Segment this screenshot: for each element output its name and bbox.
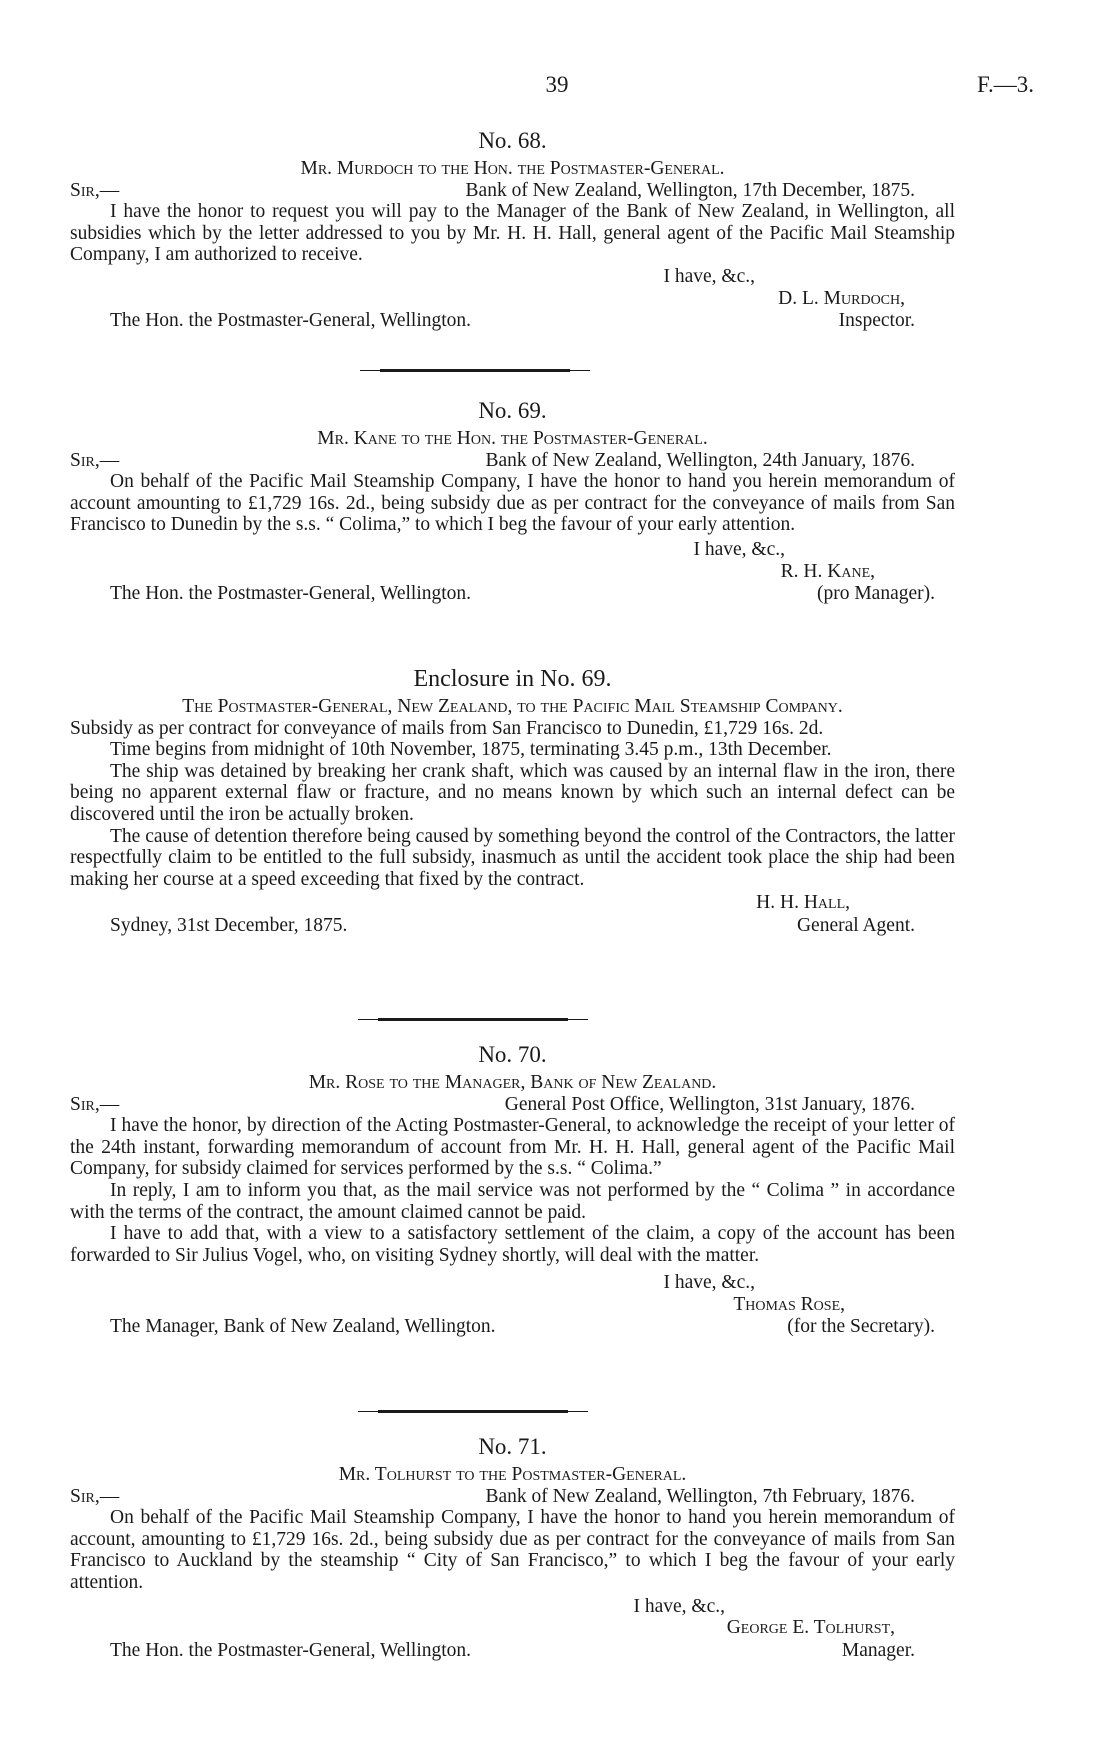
letter-69-role: (pro Manager). bbox=[816, 582, 935, 604]
letter-69-signature: R. H. Kane, bbox=[780, 560, 875, 582]
letter-68-heading: Mr. Murdoch to the Hon. the Postmaster-General. bbox=[300, 158, 725, 179]
salutation: Sir,— bbox=[70, 1485, 120, 1507]
letter-70-date: General Post Office, Wellington, 31st January, 1876. bbox=[504, 1093, 915, 1115]
letter-71-role: Manager. bbox=[841, 1639, 915, 1661]
enclosure-69-subsidy: Subsidy as per contract for conveyance of mails from San Francisco to Dunedin, £1,729 16s. 2d. bbox=[70, 717, 824, 739]
section-divider bbox=[378, 1018, 568, 1021]
letter-70-para-3: I have to add that, with a view to a satisfactory settlement of the claim, a copy of the account has been forwarded to Sir Julius Vogel, who, on visiting Sydney shortly, will deal with the matter. bbox=[70, 1223, 955, 1266]
letter-68-body: I have the honor to request you will pay to the Manager of the Bank of New Zealand, in Wellington, all subsidies which by the letter addressed to you by Mr. H. H. Hall, general agent of the Pacific Mail Steamship Company, I am authorized to receive. bbox=[70, 201, 955, 266]
salutation: Sir,— bbox=[70, 449, 120, 471]
letter-69 bbox=[70, 398, 955, 605]
page-number: 39 bbox=[545, 72, 569, 97]
letter-71-signoff bbox=[70, 1617, 955, 1661]
letter-68-title: No. 68. bbox=[478, 128, 547, 153]
letter-69-body: On behalf of the Pacific Mail Steamship Company, I have the honor to hand you herein memorandum of account amounting to £1,729 16s. 2d., being subsidy due as per contract for the conveyance of mails from San Francisco to Dunedin by the s.s. “ Colima,” to which I beg the favour of your early attention. bbox=[70, 471, 955, 536]
letter-70-para-1: I have the honor, by direction of the Acting Postmaster-General, to acknowledge the receipt of your letter of the 24th instant, forwarding memorandum of account from Mr. H. H. Hall, general agent of the Pacific Mail Company, for subsidy claimed for services performed by the s.s. “ Colima.” bbox=[70, 1115, 955, 1180]
enclosure-69-title: Enclosure in No. 69. bbox=[413, 666, 612, 692]
letter-71-signature: George E. Tolhurst, bbox=[726, 1617, 895, 1639]
letter-71-addressee: The Hon. the Postmaster-General, Wellington. bbox=[110, 1639, 472, 1661]
enclosure-69-role: General Agent. bbox=[796, 914, 915, 936]
letter-70-para-2: In reply, I am to inform you that, as the mail service was not performed by the “ Colima ” in accordance with the terms of the contract, the amount claimed cannot be paid. bbox=[70, 1179, 955, 1223]
section-divider bbox=[378, 1410, 568, 1413]
letter-69-date-row bbox=[70, 450, 955, 472]
salutation: Sir,— bbox=[70, 1093, 120, 1115]
letter-71-closing: I have, &c., bbox=[633, 1595, 725, 1617]
letter-68-date-row bbox=[70, 180, 955, 202]
letter-71 bbox=[70, 1434, 955, 1661]
salutation: Sir,— bbox=[70, 179, 120, 201]
letter-68-addressee: The Hon. the Postmaster-General, Wellington. bbox=[110, 309, 472, 331]
letter-70 bbox=[70, 1042, 955, 1338]
letter-68-signoff bbox=[70, 288, 955, 332]
letter-71-heading: Mr. Tolhurst to the Postmaster-General. bbox=[338, 1464, 687, 1485]
letter-69-signoff bbox=[70, 561, 955, 605]
enclosure-69-para-3: The cause of detention therefore being caused by something beyond the control of the Contractors, the latter respectfully claim to be entitled to the full subsidy, inasmuch as until the accident took place the ship had been making her course at a speed exceeding that fixed by the contract. bbox=[70, 825, 955, 890]
letter-70-closing: I have, &c., bbox=[663, 1272, 755, 1294]
letter-71-body: On behalf of the Pacific Mail Steamship Company, I have the honor to hand you herein memorandum of account, amounting to £1,729 16s. 2d., being subsidy due as per contract for the conveyance of mails from San Francisco to Auckland by the steamship “ City of San Francisco,” to which I beg the favour of your early attention. bbox=[70, 1507, 955, 1593]
letter-68-closing: I have, &c., bbox=[663, 265, 755, 287]
letter-70-date-row bbox=[70, 1094, 955, 1116]
letter-70-title: No. 70. bbox=[478, 1042, 547, 1067]
letter-69-heading: Mr. Kane to the Hon. the Postmaster-General. bbox=[317, 428, 708, 449]
letter-69-title: No. 69. bbox=[478, 398, 547, 423]
letter-70-addressee: The Manager, Bank of New Zealand, Wellington. bbox=[110, 1316, 496, 1338]
letter-70-role: (for the Secretary). bbox=[787, 1316, 935, 1338]
letter-70-heading: Mr. Rose to the Manager, Bank of New Zealand. bbox=[308, 1072, 717, 1093]
letter-70-signature: Thomas Rose, bbox=[733, 1293, 845, 1315]
enclosure-69-heading: The Postmaster-General, New Zealand, to the Pacific Mail Steamship Company. bbox=[182, 696, 843, 717]
letter-68-role: Inspector. bbox=[838, 309, 915, 331]
letter-69-date: Bank of New Zealand, Wellington, 24th January, 1876. bbox=[485, 449, 915, 471]
page-header bbox=[70, 72, 1044, 108]
enclosure-69-para-2: The ship was detained by breaking her crank shaft, which was caused by an internal flaw in the iron, there being no apparent external flaw or fracture, and no means known by which such an internal defect can be discovered until the iron be actually broken. bbox=[70, 760, 955, 825]
letter-68-date: Bank of New Zealand, Wellington, 17th December, 1875. bbox=[465, 179, 915, 201]
letter-69-closing: I have, &c., bbox=[693, 538, 785, 560]
letter-69-addressee: The Hon. the Postmaster-General, Wellington. bbox=[110, 582, 472, 604]
enclosure-69 bbox=[70, 666, 955, 936]
document-reference: F.—3. bbox=[977, 72, 1034, 97]
letter-68-signature: D. L. Murdoch, bbox=[778, 287, 905, 309]
enclosure-69-place-date: Sydney, 31st December, 1875. bbox=[110, 914, 348, 936]
letter-71-date: Bank of New Zealand, Wellington, 7th February, 1876. bbox=[485, 1485, 915, 1507]
section-divider bbox=[380, 369, 570, 372]
letter-68 bbox=[70, 128, 955, 332]
enclosure-69-signoff bbox=[70, 890, 955, 936]
enclosure-69-para-1: Time begins from midnight of 10th November, 1875, terminating 3.45 p.m., 13th December. bbox=[110, 739, 832, 761]
letter-70-signoff bbox=[70, 1294, 955, 1338]
letter-71-title: No. 71. bbox=[478, 1434, 547, 1459]
letter-71-date-row bbox=[70, 1486, 955, 1508]
enclosure-69-signature: H. H. Hall, bbox=[756, 892, 850, 914]
